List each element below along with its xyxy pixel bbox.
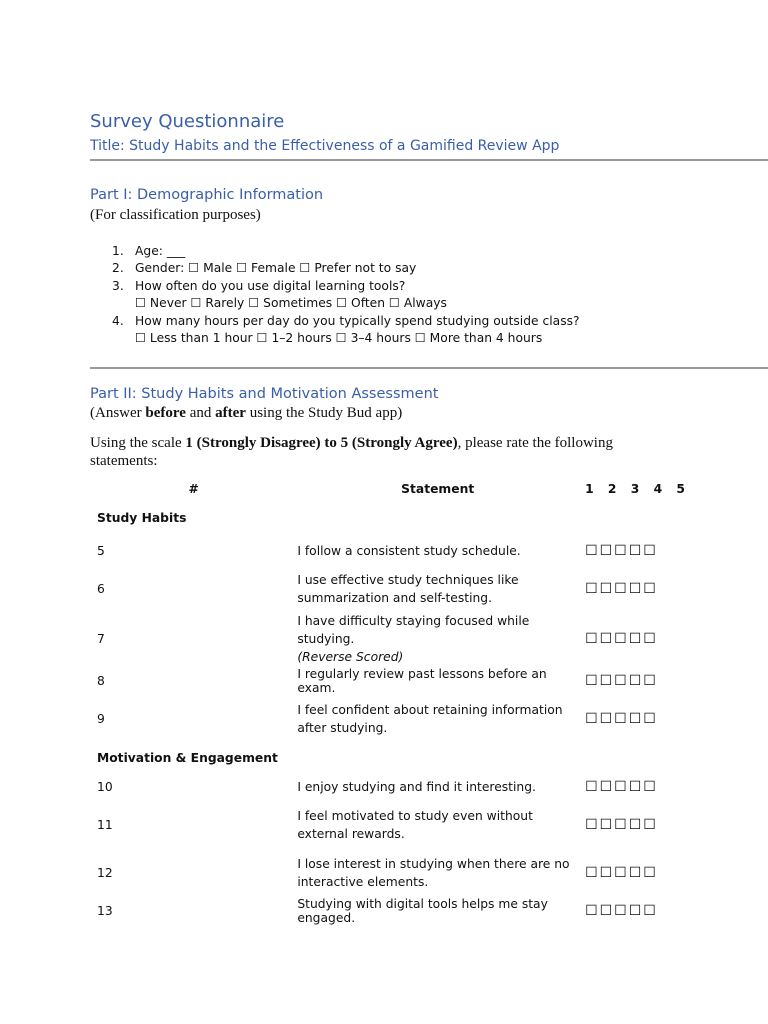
part1-note: (For classification purposes) [90,207,261,223]
list-item: 4. How many hours per day do you typically spend studying outside class? [112,313,580,330]
item-statement: I lose interest in studying when there are no interactive elements. [297,856,570,889]
section-row [90,743,690,773]
item-statement-cell [290,612,578,666]
item-number: 11 [97,818,113,832]
table-row [90,773,690,801]
question-options[interactable]: ☐ Less than 1 hour ☐ 1–2 hours ☐ 3–4 hours ☐ More than 4 hours [135,331,543,346]
rating-checkboxes[interactable]: ☐☐☐☐☐ [585,864,658,881]
item-number: 8 [97,673,105,688]
document-title: Survey Questionnaire [90,111,285,132]
item-statement: I regularly review past lessons before an exam. [297,666,547,695]
table-header [90,478,690,500]
question-text: Age: ___ [135,244,186,258]
item-number: 10 [97,780,113,794]
section-label: Motivation & Engagement [97,751,278,765]
question-options[interactable]: ☐ Never ☐ Rarely ☐ Sometimes ☐ Often ☐ Always [135,296,447,311]
column-header-statement: Statement [401,482,475,496]
document-subtitle: Title: Study Habits and the Effectiveness of a Gamified Review App [90,138,560,154]
item-statement: I use effective study techniques like summarization and self-testing. [297,572,519,605]
rating-table [90,478,690,926]
part1-heading: Part I: Demographic Information [90,187,324,203]
item-number: 6 [97,581,105,596]
rating-checkboxes[interactable]: ☐☐☐☐☐ [585,711,658,727]
rating-checkboxes[interactable]: ☐☐☐☐☐ [585,542,658,559]
question-text[interactable]: Gender: ☐ Male ☐ Female ☐ Prefer not to say [135,261,417,276]
rating-checkboxes[interactable]: ☐☐☐☐☐ [585,631,658,647]
divider [90,159,768,161]
rating-checkboxes[interactable]: ☐☐☐☐☐ [585,903,658,919]
reverse-scored-note: (Reverse Scored) [297,650,404,664]
part2-note: (Answer before and after using the Study Bud app) [90,405,403,421]
rating-checkboxes[interactable]: ☐☐☐☐☐ [585,817,658,833]
divider [90,367,768,369]
demographic-questions [112,243,580,347]
item-number: 12 [97,865,113,880]
item-number: 5 [97,543,105,558]
table-row [90,536,690,565]
column-header-scale: 1 2 3 4 5 [585,482,690,496]
table-row [90,695,690,743]
item-number: 7 [97,632,105,646]
table-row [90,612,690,666]
section-label: Study Habits [97,511,187,525]
table-row [90,896,690,926]
item-statement: I enjoy studying and find it interesting. [297,780,536,794]
list-item: 1. Age: ___ [112,243,580,260]
table-row [90,666,690,695]
question-text: How often do you use digital learning tools? [135,278,406,293]
item-statement: Studying with digital tools helps me stay engaged. [297,897,548,925]
list-item: 2. Gender: ☐ Male ☐ Female ☐ Prefer not to say [112,260,580,277]
rating-checkboxes[interactable]: ☐☐☐☐☐ [585,672,658,689]
list-item: 3. How often do you use digital learning tools? [112,278,580,295]
scale-instructions: Using the scale 1 (Strongly Disagree) to 5 (Strongly Agree), please rate the following statements: [90,435,613,469]
item-statement: I feel motivated to study even without external rewards. [297,809,533,841]
question-text: How many hours per day do you typically spend studying outside class? [135,313,580,328]
section-row [90,500,690,536]
part2-heading: Part II: Study Habits and Motivation Assessment [90,386,439,402]
column-header-number: # [188,482,199,496]
rating-checkboxes[interactable]: ☐☐☐☐☐ [585,580,658,597]
item-number: 9 [97,712,105,726]
rating-checkboxes[interactable]: ☐☐☐☐☐ [585,779,658,795]
item-statement: I feel confident about retaining information after studying. [297,703,563,735]
table-row [90,565,690,612]
item-number: 13 [97,904,113,918]
table-row [90,849,690,896]
table-row [90,801,690,849]
item-statement: I have difficulty staying focused while studying. [297,614,530,646]
item-statement: I follow a consistent study schedule. [297,543,521,558]
